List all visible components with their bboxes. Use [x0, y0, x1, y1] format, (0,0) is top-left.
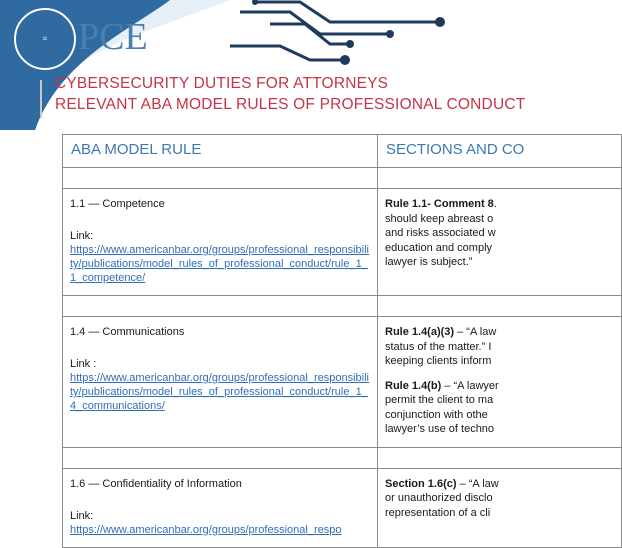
spacer-cell [63, 447, 378, 468]
pce-seal-logo: ⚖ [14, 8, 76, 70]
table-row [63, 468, 622, 547]
section-text: – “A law [456, 477, 499, 490]
link-label: Link : [70, 358, 97, 370]
spacer-cell [378, 168, 622, 189]
rule-cell [63, 468, 378, 547]
section-text: representation of a cli [385, 506, 491, 519]
section-text: permit the client to ma [385, 394, 494, 406]
heading-divider [40, 80, 42, 118]
link-label: Link: [70, 509, 94, 522]
section-text: conjunction with othe [385, 408, 488, 421]
rule-title: 1.1 — Competence [70, 198, 165, 210]
section-cell [378, 317, 622, 448]
section-text: – “A law [454, 326, 497, 338]
section-ref: Rule 1.4(b) [385, 379, 442, 392]
link-label: Link: [70, 230, 94, 242]
heading-line-1: CYBERSECURITY DUTIES FOR ATTORNEYS [55, 75, 389, 92]
rule-link[interactable]: https://www.americanbar.org/groups/professional_responsibility/publications/model_rules_of_professional_conduct/rule_1_4_communications/ [70, 372, 369, 412]
rule-title: 1.6 — Confidentiality of Information [70, 477, 242, 490]
table-row [63, 317, 622, 448]
rules-table-container [62, 134, 525, 536]
section-ref: Section 1.6(c) [385, 477, 457, 490]
section-text: should keep abreast o [385, 212, 494, 225]
rules-table [62, 134, 622, 548]
table-spacer-row [63, 296, 622, 317]
table-row [63, 189, 622, 296]
section-text: education and comply [385, 241, 493, 254]
spacer-cell [378, 447, 622, 468]
section-text: status of the matter.” I [385, 340, 492, 353]
section-text: – “A lawyer [441, 379, 499, 392]
heading-line-2: RELEVANT ABA MODEL RULES OF PROFESSIONAL CONDUCT [55, 96, 526, 113]
header-aba-model-rule: ABA MODEL RULE [63, 135, 378, 168]
table-spacer-row [63, 447, 622, 468]
rule-title: 1.4 — Communications [70, 326, 185, 338]
rule-cell [63, 189, 378, 296]
section-ref: Rule 1.4(a)(3) [385, 326, 455, 338]
section-text: . [493, 198, 497, 210]
section-text: keeping clients inform [385, 355, 492, 367]
section-paragraph [385, 477, 615, 521]
table-header-row [63, 135, 622, 168]
section-ref: Rule 1.1- Comment 8 [385, 198, 494, 210]
section-text: and risks associated w [385, 227, 496, 239]
section-text: lawyer is subject.” [385, 256, 473, 268]
section-paragraph [385, 379, 615, 437]
section-paragraph [385, 325, 615, 369]
header-sections: SECTIONS AND CO [378, 135, 622, 168]
rule-cell [63, 317, 378, 448]
table-spacer-row [63, 168, 622, 189]
section-cell [378, 468, 622, 547]
spacer-cell [63, 168, 378, 189]
section-text: or unauthorized disclo [385, 492, 493, 504]
rule-link[interactable]: https://www.americanbar.org/groups/professional_responsibility/publications/model_rules_of_professional_conduct/rule_1_1_competence/ [70, 244, 369, 284]
logo-text: PCE [78, 16, 148, 58]
section-cell [378, 189, 622, 296]
section-paragraph [385, 197, 615, 270]
section-text: lawyer’s use of techno [385, 423, 495, 435]
spacer-cell [63, 296, 378, 317]
spacer-cell [378, 296, 622, 317]
rule-link[interactable]: https://www.americanbar.org/groups/professional_respo [70, 523, 342, 536]
